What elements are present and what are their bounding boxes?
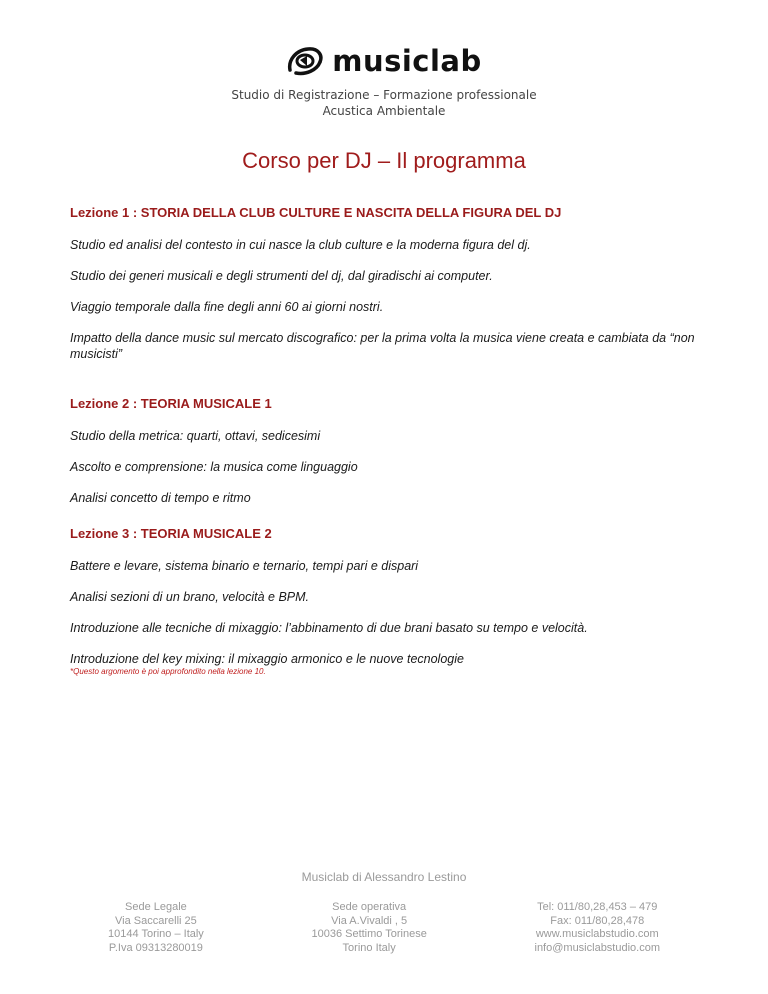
footer-email-link[interactable]: info@musiclabstudio.com — [534, 941, 660, 954]
logo-text: musiclab — [332, 44, 482, 78]
subtitle-line-1: Studio di Registrazione – Formazione professionale — [231, 88, 537, 102]
lesson-item: Battere e levare, sistema binario e ternario, tempi pari e dispari — [70, 559, 419, 573]
footer-line: P.Iva 09313280019 — [108, 941, 203, 954]
footer-line: Torino Italy — [342, 941, 396, 954]
lesson-item: Introduzione alle tecniche di mixaggio: l’abbinamento di due brani basato su tempo e velocità. — [70, 621, 588, 635]
lesson-item: Studio della metrica: quarti, ottavi, sedicesimi — [70, 429, 321, 443]
footer-line: Via A.Vivaldi , 5 — [331, 914, 408, 927]
lesson-note: *Questo argomento è poi approfondito nella lezione 10. — [70, 667, 266, 676]
lesson-item: Impatto della dance music sul mercato discografico: per la prima volta la musica viene creata e cambiata da “non musicisti” — [70, 331, 695, 361]
footer-website-link[interactable]: www.musiclabstudio.com — [535, 928, 659, 940]
logo-mark-icon — [286, 46, 324, 76]
lesson-item: Ascolto e comprensione: la musica come linguaggio — [70, 460, 358, 474]
footer-line: 10144 Torino – Italy — [108, 928, 204, 940]
lesson-item: Studio dei generi musicali e degli strumenti del dj, dal giradischi ai computer. — [70, 269, 493, 283]
footer-fax: Fax: 011/80,28,478 — [550, 914, 645, 927]
footer-operating-office — [311, 901, 426, 955]
page-title: Corso per DJ – Il programma — [242, 148, 526, 173]
footer-phone: Tel: 011/80,28,453 – 479 — [537, 901, 658, 913]
lesson-heading: Lezione 3 : TEORIA MUSICALE 2 — [70, 526, 272, 541]
musiclab-logo — [0, 44, 768, 78]
subtitle-line-2: Acustica Ambientale — [322, 104, 446, 118]
lesson-item: Introduzione del key mixing: il mixaggio armonico e le nuove tecnologie — [70, 652, 464, 666]
lesson-item: Studio ed analisi del contesto in cui nasce la club culture e la moderna figura del dj. — [70, 238, 531, 252]
footer-columns — [0, 901, 768, 955]
program-content — [70, 205, 700, 710]
lesson-heading: Lezione 1 : STORIA DELLA CLUB CULTURE E NASCITA DELLA FIGURA DEL DJ — [70, 205, 562, 220]
lesson-3 — [70, 526, 700, 676]
footer-line: Via Saccarelli 25 — [115, 914, 197, 927]
footer-company: Musiclab di Alessandro Lestino — [301, 870, 467, 884]
footer-legal-office — [108, 901, 204, 955]
lesson-item: Analisi sezioni di un brano, velocità e BPM. — [70, 590, 310, 604]
lesson-heading: Lezione 2 : TEORIA MUSICALE 1 — [70, 396, 272, 411]
lesson-1 — [70, 205, 700, 362]
footer-contacts — [535, 901, 661, 955]
lesson-item: Viaggio temporale dalla fine degli anni 60 ai giorni nostri. — [70, 300, 384, 314]
lesson-item: Analisi concetto di tempo e ritmo — [70, 491, 251, 505]
footer-line: Sede operativa — [332, 901, 407, 913]
lesson-2 — [70, 396, 700, 506]
footer-line: Sede Legale — [125, 901, 187, 913]
footer-line: 10036 Settimo Torinese — [311, 928, 427, 940]
